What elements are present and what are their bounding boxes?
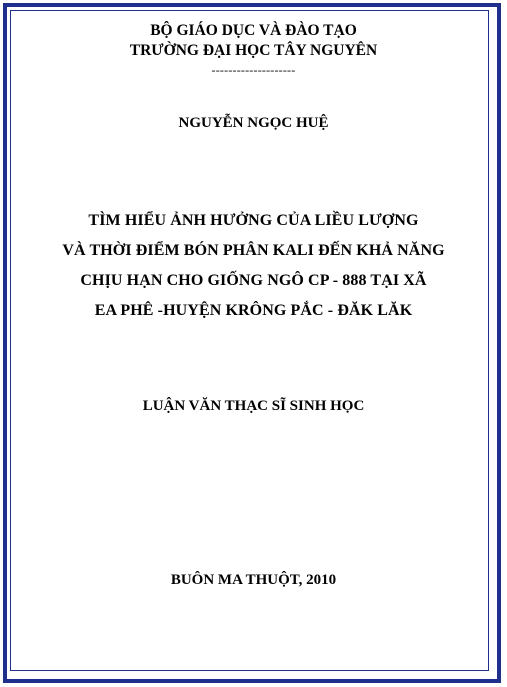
place-and-year: BUÔN MA THUỘT, 2010 xyxy=(170,572,337,588)
author-name: NGUYỄN NGỌC HUỆ xyxy=(178,115,329,131)
header-separator: -------------------- xyxy=(211,63,296,77)
university-name: TRƯỜNG ĐẠI HỌC TÂY NGUYÊN xyxy=(129,42,378,59)
title-line-1: TÌM HIỂU ẢNH HƯỞNG CỦA LIỀU LƯỢNG xyxy=(88,212,419,229)
title-line-4: EA PHÊ -HUYỆN KRÔNG PẮC - ĐĂK LĂK xyxy=(94,302,413,319)
title-line-2: VÀ THỜI ĐIỂM BÓN PHÂN KALI ĐẾN KHẢ NĂNG xyxy=(62,242,445,259)
title-line-3: CHỊU HẠN CHO GIỐNG NGÔ CP - 888 TẠI XÃ xyxy=(80,272,427,289)
ministry-name: BỘ GIÁO DỤC VÀ ĐÀO TẠO xyxy=(150,22,357,39)
degree-type: LUẬN VĂN THẠC SĨ SINH HỌC xyxy=(142,398,365,414)
